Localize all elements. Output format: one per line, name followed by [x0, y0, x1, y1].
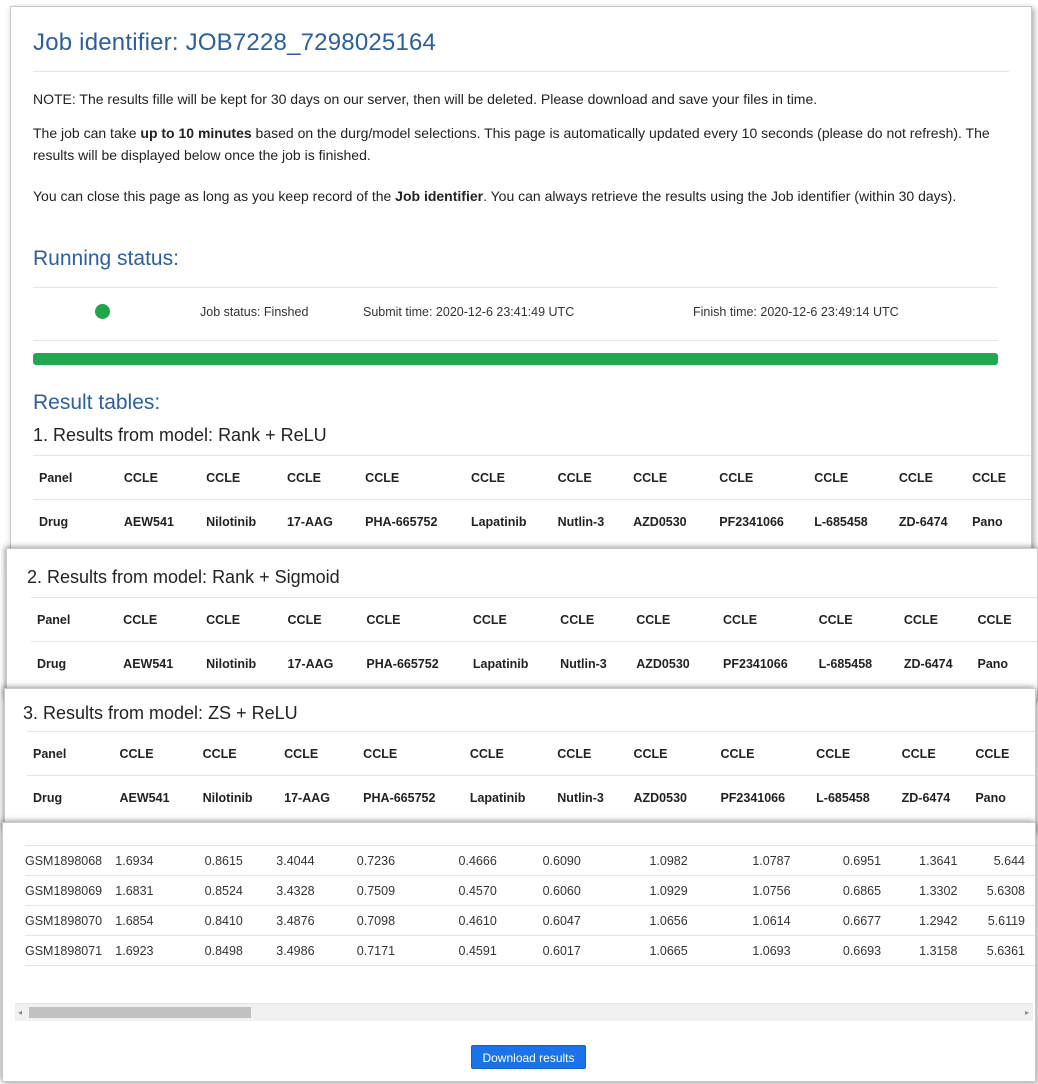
value-cell: 1.3158 [891, 936, 967, 966]
finish-time: Finish time: 2020-12-6 23:49:14 UTC [693, 305, 899, 319]
value-cell: 1.6831 [115, 876, 204, 906]
close-text-bold: Job identifier [395, 188, 484, 204]
drug-cell: Lapatinib [464, 776, 551, 820]
drug-cell: AZD0530 [627, 776, 714, 820]
model-3-title: 3. Results from model: ZS + ReLU [23, 703, 298, 723]
value-cell: 1.0665 [604, 936, 698, 966]
drug-cell: PHA-665752 [357, 776, 464, 820]
sample-id-cell: GSM1898071 [25, 936, 115, 966]
model-1-title: 1. Results from model: Rank + ReLU [33, 425, 327, 445]
model-1-table [33, 455, 1031, 543]
value-cell: 1.0982 [604, 846, 698, 876]
model-3-table [27, 731, 1035, 819]
value-cell: 1.6934 [115, 846, 204, 876]
drug-cell: PHA-665752 [359, 500, 465, 544]
table-end-cell [25, 966, 1035, 1003]
job-page-section-main [10, 6, 1032, 568]
drug-cell: ZD-6474 [893, 500, 966, 544]
panel-cell: CCLE [972, 598, 1038, 642]
value-cell: 5.6361 [967, 936, 1035, 966]
drug-row [33, 500, 1031, 544]
value-cell: 0.4610 [459, 906, 543, 936]
panel-cell: CCLE [627, 732, 714, 776]
panel-cell: CCLE [552, 456, 628, 500]
panel-cell: CCLE [200, 456, 281, 500]
drug-cell: Pano [966, 500, 1031, 544]
value-cell: 3.4328 [276, 876, 357, 906]
retrieve-info [33, 185, 1008, 207]
info-text-post: based on the durg/model selections. This page is automatically updated every 10 seconds (please do not refresh). The results will be displayed below once the job is finished. [33, 125, 990, 163]
panel-cell: CCLE [465, 456, 552, 500]
panel-row [27, 732, 1035, 776]
drug-cell: Lapatinib [465, 500, 552, 544]
drug-label: Drug [31, 642, 117, 686]
drug-cell: Nilotinib [200, 500, 281, 544]
download-results-button[interactable]: Download results [471, 1045, 586, 1069]
value-cell: 3.4876 [276, 906, 357, 936]
value-cell: 5.6119 [967, 906, 1035, 936]
sample-id-cell: GSM1898069 [25, 876, 115, 906]
panel-cell: CCLE [281, 456, 359, 500]
value-cell: 0.6693 [801, 936, 892, 966]
value-cell: 0.4570 [459, 876, 543, 906]
panel-cell: CCLE [714, 732, 810, 776]
panel-cell: CCLE [896, 732, 970, 776]
panel-cell: CCLE [282, 598, 361, 642]
drug-cell: Pano [969, 776, 1035, 820]
drug-cell: Nutlin-3 [552, 500, 628, 544]
value-cell: 1.2942 [891, 906, 967, 936]
table-end-row [25, 966, 1035, 1003]
panel-cell: CCLE [813, 598, 898, 642]
drug-cell: Nutlin-3 [554, 642, 630, 686]
drug-cell: Nilotinib [197, 776, 279, 820]
panel-cell: CCLE [969, 732, 1035, 776]
drug-cell: AEW541 [118, 500, 200, 544]
table-row [25, 936, 1035, 966]
divider [33, 71, 1009, 72]
panel-cell: CCLE [197, 732, 279, 776]
horizontal-scrollbar[interactable] [15, 1003, 1033, 1021]
panel-row [31, 598, 1037, 642]
scrollbar-thumb[interactable] [29, 1007, 251, 1018]
drug-cell: 17-AAG [281, 500, 359, 544]
value-cell: 0.8524 [205, 876, 277, 906]
drug-cell: AZD0530 [630, 642, 717, 686]
drug-cell: PF2341066 [713, 500, 808, 544]
panel-cell: CCLE [467, 598, 554, 642]
drug-cell: PF2341066 [714, 776, 810, 820]
table-row [25, 906, 1035, 936]
panel-cell: CCLE [200, 598, 281, 642]
model-2-title: 2. Results from model: Rank + Sigmoid [27, 567, 340, 587]
value-cell: 0.6047 [543, 906, 604, 936]
panel-cell: CCLE [551, 732, 627, 776]
value-cell: 3.4986 [276, 936, 357, 966]
scroll-left-arrow-icon[interactable]: ◂ [18, 1008, 23, 1017]
drug-cell: Nilotinib [200, 642, 281, 686]
drug-cell: L-685458 [810, 776, 895, 820]
panel-label: Panel [31, 598, 117, 642]
value-cell: 0.7236 [357, 846, 459, 876]
value-cell: 0.8410 [205, 906, 277, 936]
close-text-post: . You can always retrieve the results using the Job identifier (within 30 days). [483, 188, 957, 204]
value-cell: 1.6923 [115, 936, 204, 966]
value-cell: 1.0787 [698, 846, 801, 876]
drug-cell: AEW541 [117, 642, 200, 686]
drug-cell: ZD-6474 [898, 642, 972, 686]
value-cell: 0.6090 [543, 846, 604, 876]
panel-cell: CCLE [360, 598, 466, 642]
panel-cell: CCLE [114, 732, 197, 776]
table-row [25, 846, 1035, 876]
info-text-bold: up to 10 minutes [140, 125, 252, 141]
value-cell: 0.6060 [543, 876, 604, 906]
drug-cell: Nutlin-3 [551, 776, 627, 820]
panel-cell: CCLE [717, 598, 813, 642]
value-cell: 3.4044 [276, 846, 357, 876]
result-tables-heading: Result tables: [33, 391, 161, 414]
panel-cell: CCLE [630, 598, 717, 642]
panel-row [33, 456, 1031, 500]
value-cell: 0.6017 [543, 936, 604, 966]
panel-cell: CCLE [808, 456, 893, 500]
value-cell: 0.8615 [205, 846, 277, 876]
drug-row [31, 642, 1037, 686]
panel-cell: CCLE [810, 732, 895, 776]
model-2-table [31, 597, 1037, 685]
job-page-section-data [2, 822, 1036, 1082]
drug-cell: 17-AAG [278, 776, 357, 820]
drug-cell: L-685458 [808, 500, 893, 544]
panel-label: Panel [33, 456, 118, 500]
job-page-section-model2 [6, 548, 1038, 700]
table-row [25, 876, 1035, 906]
panel-cell: CCLE [464, 732, 551, 776]
panel-cell: CCLE [117, 598, 200, 642]
drug-label: Drug [27, 776, 114, 820]
panel-cell: CCLE [893, 456, 966, 500]
value-cell: 5.644 [967, 846, 1035, 876]
job-status: Job status: Finshed [200, 305, 309, 319]
value-cell: 0.7098 [357, 906, 459, 936]
value-cell: 0.7509 [357, 876, 459, 906]
page-title: Job identifier: JOB7228_7298025164 [33, 29, 437, 56]
value-cell: 1.3641 [891, 846, 967, 876]
status-indicator-icon [95, 304, 110, 319]
progress-bar [33, 353, 998, 365]
value-cell: 1.0693 [698, 936, 801, 966]
value-cell: 1.0656 [604, 906, 698, 936]
panel-cell: CCLE [357, 732, 464, 776]
submit-time: Submit time: 2020-12-6 23:41:49 UTC [363, 305, 575, 319]
close-text-pre: You can close this page as long as you keep record of the [33, 188, 396, 204]
drug-cell: 17-AAG [282, 642, 361, 686]
panel-cell: CCLE [966, 456, 1031, 500]
drug-label: Drug [33, 500, 118, 544]
drug-cell: Pano [972, 642, 1038, 686]
drug-cell: ZD-6474 [896, 776, 970, 820]
drug-cell: PF2341066 [717, 642, 813, 686]
retention-note: NOTE: The results fille will be kept for 30 days on our server, then will be deleted. Please download and save your files in time. [33, 91, 818, 107]
drug-cell: Lapatinib [467, 642, 554, 686]
panel-cell: CCLE [627, 456, 713, 500]
value-cell: 0.4591 [459, 936, 543, 966]
results-data-table [25, 845, 1035, 1002]
value-cell: 1.0756 [698, 876, 801, 906]
panel-cell: CCLE [713, 456, 808, 500]
sample-id-cell: GSM1898070 [25, 906, 115, 936]
info-text-pre: The job can take [33, 125, 141, 141]
panel-cell: CCLE [554, 598, 630, 642]
value-cell: 1.3302 [891, 876, 967, 906]
status-bar [33, 287, 998, 341]
panel-cell: CCLE [898, 598, 972, 642]
value-cell: 1.0929 [604, 876, 698, 906]
running-status-heading: Running status: [33, 247, 179, 270]
drug-cell: PHA-665752 [360, 642, 466, 686]
panel-cell: CCLE [359, 456, 465, 500]
value-cell: 0.7171 [357, 936, 459, 966]
drug-row [27, 776, 1035, 820]
scroll-right-arrow-icon[interactable]: ▸ [1024, 1008, 1029, 1017]
panel-cell: CCLE [278, 732, 357, 776]
value-cell: 0.6677 [801, 906, 892, 936]
job-duration-info [33, 122, 1008, 166]
job-page-section-model3 [4, 688, 1036, 832]
value-cell: 0.6865 [801, 876, 892, 906]
value-cell: 0.8498 [205, 936, 277, 966]
drug-cell: AZD0530 [627, 500, 713, 544]
value-cell: 1.0614 [698, 906, 801, 936]
panel-label: Panel [27, 732, 114, 776]
drug-cell: L-685458 [813, 642, 898, 686]
value-cell: 0.4666 [459, 846, 543, 876]
value-cell: 5.6308 [967, 876, 1035, 906]
panel-cell: CCLE [118, 456, 200, 500]
value-cell: 0.6951 [801, 846, 892, 876]
drug-cell: AEW541 [114, 776, 197, 820]
sample-id-cell: GSM1898068 [25, 846, 115, 876]
value-cell: 1.6854 [115, 906, 204, 936]
